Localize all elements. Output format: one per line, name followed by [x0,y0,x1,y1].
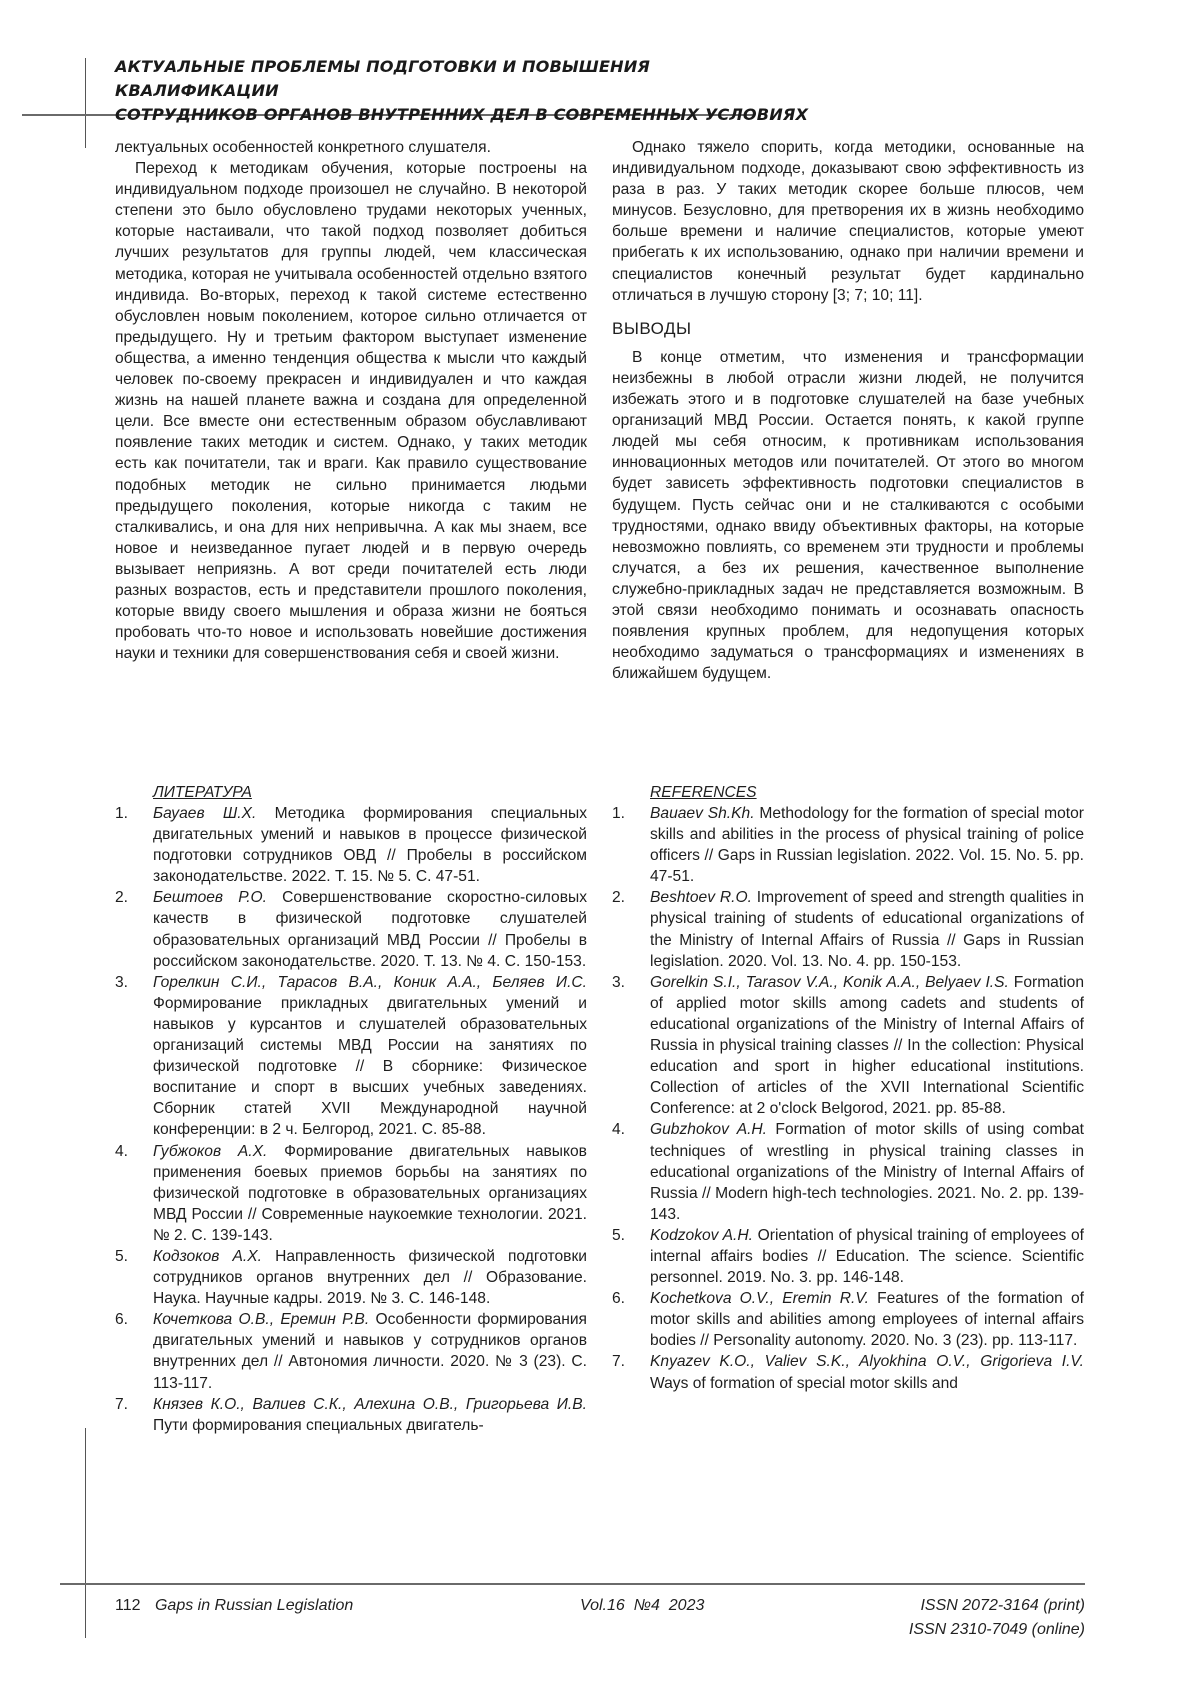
reference-item [612,887,1084,971]
reference-number: 3. [612,973,626,991]
reference-number: 7. [612,1353,626,1371]
reference-item [115,1141,587,1246]
body-column-right [612,137,1084,684]
reference-author: Gorelkin S.I., Tarasov V.A., Konik A.A., Belyaev I.S. [650,973,1009,991]
reference-number: 6. [115,1311,129,1329]
reference-author: Горелкин С.И., Тарасов В.А., Коник А.А., Беляев И.С. [153,973,587,991]
reference-title: Совершенствование скоростно-силовых качеств в физической подготовке слушателей образовательных организаций МВД России // Пробелы в российском законодательстве. 2020. Т. 13. № 4. С. 150-153. [153,889,587,970]
paragraph: Однако тяжело спорить, когда методики, основанные на индивидуальном подходе, доказывают свою эффективность из раза в раз. У таких методик скорее больше плюсов, чем минусов. Безусловно, для претворения их в жизнь необходимо больше времени и наличие специалистов, которые умеют прибегать к их использованию, однако при наличии времени и специалистов конечный результат будет кардинально отличаться в лучшую сторону [3; 7; 10; 11]. [612,139,1084,304]
running-header-line-2: СОТРУДНИКОВ ОРГАНОВ ВНУТРЕННИХ ДЕЛ В СОВРЕМЕННЫХ УСЛОВИЯХ [115,105,809,124]
reference-title: Ways of formation of special motor skills and [650,1374,958,1392]
reference-text [650,887,1084,971]
paragraph: В конце отметим, что изменения и трансформации неизбежны в любой отрасли жизни людей, не получится избежать этого и в подготовке слушателей на базе учебных организаций МВД России. Остается понять, к какой группе людей мы себя относим, к противникам использования инновационных методов или почитателей. От этого во многом будет зависеть эффективность подготовки специалистов в будущем. Пусть сейчас они и не сталкиваются с особыми трудностями, однако ввиду объективных факторы, на которые невозможно повлиять, со временем эти трудности и проблемы случатся, а без их решения, качественное выполнение служебно-прикладных задач не представляется возможным. В этой связи необходимо понимать и осознавать опасность появления крупных проблем, для недопущения которых необходимо задуматься о трансформациях и изменениях в ближайшем будущем. [612,348,1084,683]
reference-author: Kodzokov A.H. [650,1226,753,1244]
reference-title: Formation of motor skills of using combat techniques of wrestling in physical training classes in educational organizations of the Ministry of Internal Affairs of Russia // Modern high-tech technologies. 2021. No. 2. pp. 139-143. [650,1121,1084,1223]
reference-author: Gubzhokov A.H. [650,1121,768,1139]
reference-author: Кочеткова О.В., Еремин Р.В. [153,1311,370,1329]
reference-title: Orientation of physical training of employees of internal affairs bodies // Education. The science. Scientific personnel. 2019. No. 3. pp. 146-148. [650,1226,1084,1287]
reference-text [153,887,587,971]
reference-title: Направленность физической подготовки сотрудников органов внутренних дел // Образование. Наука. Научные кадры. 2019. № 3. С. 146-148. [153,1247,587,1308]
reference-item [612,972,1084,1120]
reference-item [115,1394,587,1436]
reference-item [612,1225,1084,1288]
reference-title: Methodology for the formation of special motor skills and abilities in the process of physical training of police officers // Gaps in Russian legislation. 2022. Vol. 15. No. 5. pp. 47-51. [650,805,1084,886]
reference-author: Губжоков А.Х. [153,1142,268,1160]
reference-item [612,803,1084,887]
reference-author: Bauaev Sh.Kh. [650,805,755,822]
journal-name: Gaps in Russian Legislation [154,1597,354,1614]
reference-text [650,1288,1084,1351]
section-heading-conclusions: ВЫВОДЫ [612,318,692,338]
reference-title: Особенности формирования двигательных умений и навыков у сотрудников органов внутренних дел // Автономия личности. 2020. № 3 (23). С. 113-117. [153,1311,587,1392]
reference-text [650,1351,1084,1393]
reference-number: 6. [612,1290,626,1308]
reference-title: Формирование двигательных навыков применения боевых приемов борьбы на занятиях по физической подготовке в образовательных организациях МВД России // Современные наукоемкие технологии. 2021. № 2. С. 139-143. [153,1142,587,1244]
issn-online: ISSN 2310-7049 (online) [908,1621,1085,1638]
reference-text [153,1246,587,1309]
running-header-line-1: АКТУАЛЬНЫЕ ПРОБЛЕМЫ ПОДГОТОВКИ И ПОВЫШЕНИЯ КВАЛИФИКАЦИИ [115,57,650,100]
footer-issn [780,1594,1085,1642]
reference-author: Knyazev K.O., Valiev S.K., Alyokhina O.V., Grigorieva I.V. [650,1353,1084,1371]
reference-title: Features of the formation of motor skills and abilities among employees of internal affairs bodies // Personality autonomy. 2020. No. 3 (23). pp. 113-117. [650,1290,1084,1350]
reference-text [650,1225,1084,1288]
body-column-left [115,137,587,664]
references-ru [115,782,587,1436]
reference-item [115,1246,587,1309]
paragraph: лектуальных особенностей конкретного слушателя. [115,139,491,156]
footer-vertical-rule [85,1428,86,1638]
reference-item [612,1351,1084,1393]
reference-number: 2. [612,889,626,907]
references-ru-heading: ЛИТЕРАТУРА [153,784,252,801]
reference-text [650,803,1084,887]
reference-text [153,1141,587,1246]
reference-text [650,972,1084,1120]
reference-title: Пути формирования специальных двигатель- [153,1416,484,1434]
references-en-heading: REFERENCES [650,784,757,801]
reference-number: 1. [115,805,129,822]
footer-issue: Vol.16 №4 2023 [580,1597,705,1614]
reference-text [153,972,587,1141]
reference-text [153,1309,587,1393]
reference-author: Kochetkova O.V., Eremin R.V. [650,1290,869,1308]
footer-horizontal-rule [60,1583,1085,1585]
reference-item [612,1119,1084,1224]
reference-item [115,1309,587,1393]
reference-number: 4. [612,1121,626,1139]
paragraph: Переход к методикам обучения, которые построены на индивидуальном подходе произошел не случайно. В некоторой степени это было обусловлено трудами некоторых ученных, которые настаивали, что такой подход позволяет добиться лучших результатов для группы людей, чем классическая методика, которая не учитывала особенностей отдельно взятого индивида. Во-вторых, переход к такой системе естественно обусловлен новым поколением, которое сильно отличается от предыдущего. Ну и третьим фактором выступает изменение общества, а именно тенденция общества к мысли что каждый человек по-своему прекрасен и индивидуален и что каждая жизнь на нашей планете важна и создана для определенной цели. Все вместе они естественным образом обуславливают появление таких методик и систем. Однако, у таких методик есть как почитатели, так и враги. Как правило существование подобных методик не сильно принимается людьми предыдущего поколения, которые никогда с таким не сталкивались, и она для них непривычна. А как мы знаем, все новое и неизведанное пугает людей и в первую очередь вызывает неприязнь. А вот среди почитателей есть люди разных возрастов, есть и представители прошлого поколения, которые ввиду своего мышления и образа жизни не бояться пробовать что-то новое и использовать новейшие достижения науки и техники для совершенствования себя и своей жизни. [115,160,587,663]
reference-author: Бештоев Р.О. [153,889,267,907]
references-en [612,782,1084,1394]
running-header [115,55,815,127]
reference-number: 3. [115,973,129,991]
reference-number: 2. [115,889,129,907]
reference-number: 7. [115,1395,129,1413]
reference-author: Кодзоков А.Х. [153,1247,262,1265]
reference-text [650,1119,1084,1224]
reference-author: Beshtoev R.O. [650,889,752,907]
reference-text [153,803,587,887]
references-en-list [612,803,1084,1394]
references-ru-list [115,803,587,1436]
issn-print: ISSN 2072-3164 (print) [920,1597,1085,1614]
reference-item [115,887,587,971]
footer-journal [115,1594,353,1618]
reference-author: Князев К.О., Валиев С.К., Алехина О.В., Григорьева И.В. [153,1395,587,1413]
reference-item [115,972,587,1141]
reference-title: Formation of applied motor skills among cadets and students of educational organizations of the Ministry of Internal Affairs of Russia in physical training classes // In the collection: Physical education and sport in higher educational institutions. Collection of articles of the XVII International Scientific Conference: at 2 o'clock Belgorod, 2021. pp. 85-88. [650,973,1084,1118]
reference-number: 5. [115,1247,129,1265]
reference-author: Бауаев Ш.Х. [153,805,257,822]
reference-item [612,1288,1084,1351]
reference-title: Improvement of speed and strength qualities in physical training of students of educational organizations of the Ministry of Internal Affairs of Russia // Gaps in Russian legislation. 2020. Vol. 13. No. 4. pp. 150-153. [650,889,1084,970]
reference-title: Формирование прикладных двигательных умений и навыков у курсантов и слушателей образовательных организаций системы МВД России на занятиях по физической подготовке // В сборнике: Физическое воспитание и спорт в высших учебных заведениях. Сборник статей XVII Международной научной конференции: в 2 ч. Белгород, 2021. С. 85-88. [153,994,587,1139]
page-number: 112 [115,1597,141,1614]
reference-item [115,803,587,887]
reference-text [153,1394,587,1436]
reference-number: 4. [115,1142,129,1160]
reference-number: 1. [612,805,626,822]
reference-number: 5. [612,1226,626,1244]
header-vertical-rule [85,58,86,148]
reference-title: Методика формирования специальных двигательных умений и навыков в процессе физической подготовки сотрудников ОВД // Пробелы в российском законодательстве. 2022. Т. 15. № 5. С. 47-51. [153,805,587,886]
